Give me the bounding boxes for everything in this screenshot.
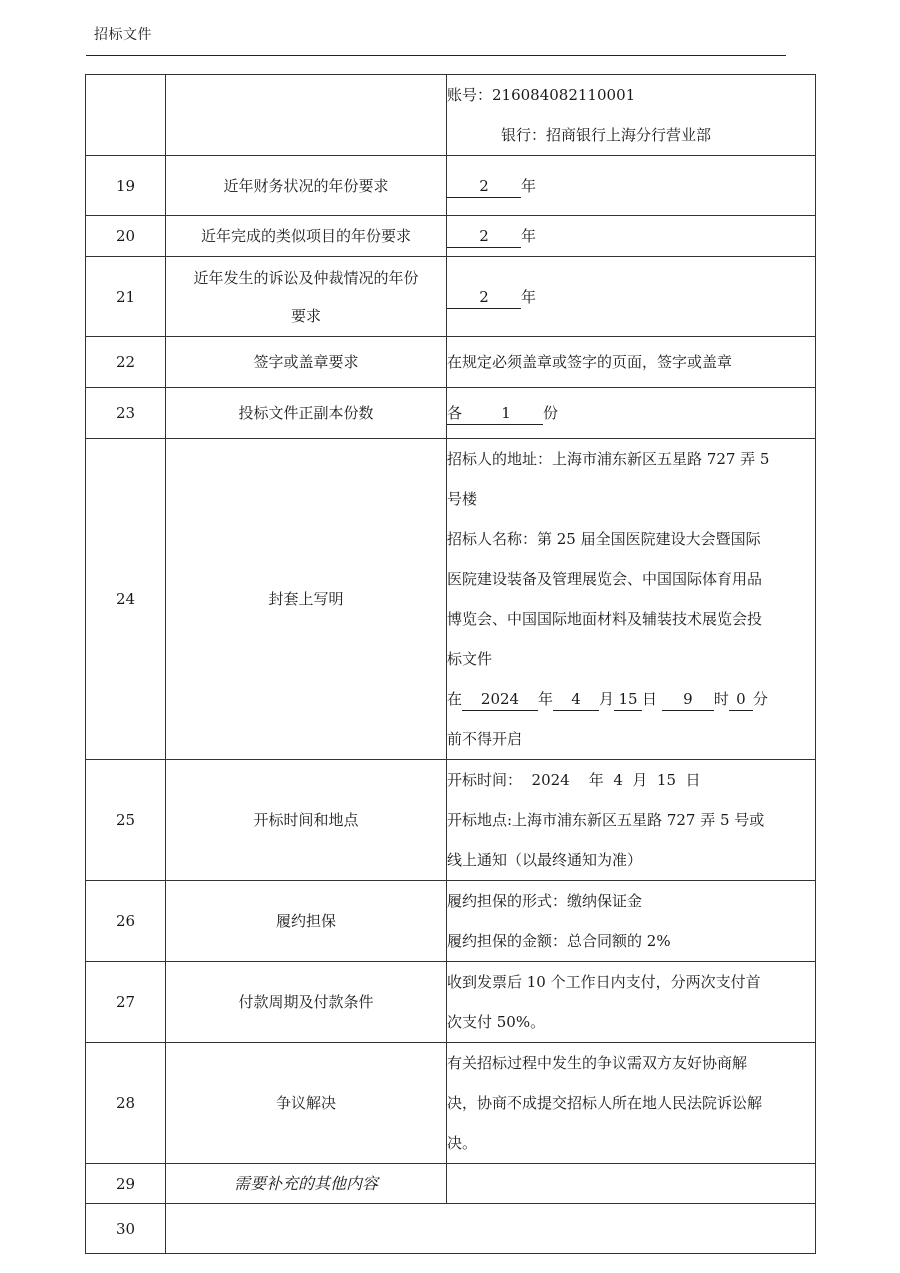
row-number: 26 xyxy=(86,881,166,962)
dispute-line: 有关招标过程中发生的争议需双方友好协商解 xyxy=(447,1054,748,1072)
dispute-line: 决，协商不成提交招标人所在地人民法院诉讼解 xyxy=(447,1094,763,1112)
payment-terms-line: 收到发票后 10 个工作日内支付，分两次支付首 xyxy=(447,973,761,991)
table-row xyxy=(86,1164,816,1204)
deadline-hour: 9 xyxy=(662,688,714,711)
item-cell xyxy=(166,257,447,337)
item-label: 近年财务状况的年份要求 xyxy=(166,156,447,216)
deadline-month: 4 xyxy=(553,688,599,711)
item-label-line: 要求 xyxy=(290,306,321,325)
item-label: 近年完成的类似项目的年份要求 xyxy=(166,216,447,257)
item-label: 开标时间和地点 xyxy=(166,760,447,881)
value-cell xyxy=(447,760,816,881)
value-cell xyxy=(447,156,816,216)
item-label: 付款周期及付款条件 xyxy=(166,962,447,1043)
merged-empty-cell xyxy=(166,1204,816,1254)
copies-unit: 份 xyxy=(543,404,559,422)
opening-place-line: 开标地点:上海市浦东新区五星路 727 弄 5 号或 xyxy=(447,811,765,829)
row-number: 28 xyxy=(86,1043,166,1164)
row-number: 21 xyxy=(86,257,166,337)
header-divider xyxy=(86,55,786,56)
table-row xyxy=(86,337,816,388)
minute-unit: 分 xyxy=(752,690,768,708)
date-prefix: 在 xyxy=(447,690,463,708)
document-header-title: 招标文件 xyxy=(94,27,152,43)
dispute-line: 决。 xyxy=(447,1134,478,1152)
opening-time: 开标时间： 2024 年 4 月 15 日 xyxy=(447,771,701,789)
bidder-name-line: 医院建设装备及管理展览会、中国国际体育用品 xyxy=(447,570,763,588)
row-number: 19 xyxy=(86,156,166,216)
bid-data-table xyxy=(85,74,816,1254)
value-cell xyxy=(447,881,816,962)
item-label: 履约担保 xyxy=(166,881,447,962)
deadline-day: 15 xyxy=(614,688,642,711)
row-number: 23 xyxy=(86,388,166,439)
table-row xyxy=(86,156,816,216)
value-cell xyxy=(447,257,816,337)
item-cell xyxy=(166,75,447,156)
value-cell xyxy=(447,1043,816,1164)
item-label: 封套上写明 xyxy=(166,439,447,760)
bidder-address-line: 号楼 xyxy=(447,490,478,508)
guarantee-form: 履约担保的形式：缴纳保证金 xyxy=(447,892,643,910)
year-unit: 年 xyxy=(538,690,554,708)
years-value: 2 xyxy=(447,286,521,309)
day-unit: 日 xyxy=(642,690,658,708)
value-cell xyxy=(447,75,816,156)
table-row xyxy=(86,1043,816,1164)
years-unit: 年 xyxy=(521,227,537,245)
value-text: 在规定必须盖章或签字的页面，签字或盖章 xyxy=(447,337,816,388)
bidder-name-line: 标文件 xyxy=(447,650,493,668)
value-cell xyxy=(447,1164,816,1204)
bidder-name-line: 招标人名称：第 25 届全国医院建设大会暨国际 xyxy=(447,530,761,548)
open-deadline-suffix: 前不得开启 xyxy=(447,730,523,748)
years-value: 2 xyxy=(447,225,521,248)
value-cell xyxy=(447,962,816,1043)
row-number: 30 xyxy=(86,1204,166,1254)
value-cell xyxy=(447,216,816,257)
table-row xyxy=(86,257,816,337)
row-number: 20 xyxy=(86,216,166,257)
deadline-minute: 0 xyxy=(729,688,753,711)
opening-place-line: 线上通知（以最终通知为准） xyxy=(447,851,643,869)
guarantee-amount: 履约担保的金额：总合同额的 2% xyxy=(447,932,671,950)
bidder-name-line: 博览会、中国国际地面材料及辅装技术展览会投 xyxy=(447,610,763,628)
bidder-address-line: 招标人的地址：上海市浦东新区五星路 727 弄 5 xyxy=(447,450,770,468)
table-row xyxy=(86,216,816,257)
copies-prefix: 各 xyxy=(447,402,469,425)
item-label: 需要补充的其他内容 xyxy=(166,1164,447,1204)
row-number: 25 xyxy=(86,760,166,881)
table-row xyxy=(86,388,816,439)
copies-value: 1 xyxy=(469,402,543,425)
item-label: 争议解决 xyxy=(166,1043,447,1164)
row-number: 27 xyxy=(86,962,166,1043)
deadline-year: 2024 xyxy=(462,688,538,711)
account-number: 账号：216084082110001 xyxy=(447,86,636,104)
row-number: 24 xyxy=(86,439,166,760)
item-label-line: 近年发生的诉讼及仲裁情况的年份 xyxy=(193,268,419,287)
years-value: 2 xyxy=(447,175,521,198)
value-cell xyxy=(447,439,816,760)
item-label: 签字或盖章要求 xyxy=(166,337,447,388)
table-row xyxy=(86,881,816,962)
hour-unit: 时 xyxy=(713,690,729,708)
table-row xyxy=(86,439,816,760)
table-row xyxy=(86,760,816,881)
bank-name: 银行：招商银行上海分行营业部 xyxy=(501,126,712,144)
table-row xyxy=(86,1204,816,1254)
years-unit: 年 xyxy=(521,176,537,195)
value-cell xyxy=(447,388,816,439)
row-number-cell xyxy=(86,75,166,156)
item-label: 投标文件正副本份数 xyxy=(166,388,447,439)
payment-terms-line: 次支付 50%。 xyxy=(447,1013,546,1031)
table-row xyxy=(86,75,816,156)
row-number: 29 xyxy=(86,1164,166,1204)
table-row xyxy=(86,962,816,1043)
open-deadline-line xyxy=(447,679,815,719)
years-unit: 年 xyxy=(521,287,537,306)
row-number: 22 xyxy=(86,337,166,388)
month-unit: 月 xyxy=(599,690,615,708)
